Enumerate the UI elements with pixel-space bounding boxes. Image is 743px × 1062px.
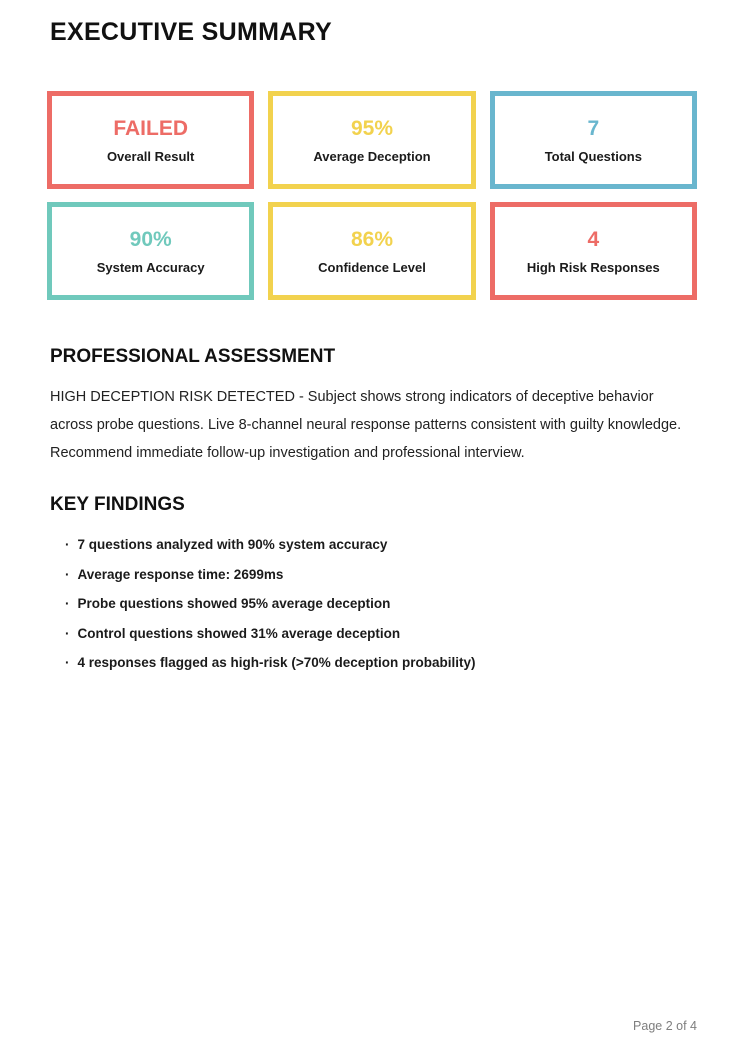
stat-card-system-accuracy bbox=[47, 202, 254, 300]
list-item bbox=[65, 537, 697, 554]
stat-value: 7 bbox=[587, 117, 600, 141]
stat-card-high-risk-responses bbox=[490, 202, 697, 300]
bullet-icon: · bbox=[65, 596, 70, 612]
report-page bbox=[0, 18, 743, 1062]
stat-label: High Risk Responses bbox=[526, 260, 660, 276]
stat-card-total-questions bbox=[490, 91, 697, 189]
stat-label: Overall Result bbox=[106, 149, 195, 165]
stat-value: 4 bbox=[587, 228, 600, 252]
list-item bbox=[65, 596, 697, 613]
section-heading-key-findings: KEY FINDINGS bbox=[50, 493, 185, 515]
list-item bbox=[65, 567, 697, 584]
list-item bbox=[65, 626, 697, 643]
list-item-text: 7 questions analyzed with 90% system accuracy bbox=[77, 537, 388, 553]
stat-value: FAILED bbox=[113, 117, 188, 141]
list-item-text: Probe questions showed 95% average deception bbox=[77, 596, 391, 612]
stat-cards-grid bbox=[47, 91, 697, 300]
key-findings-list bbox=[65, 537, 697, 671]
bullet-icon: · bbox=[65, 537, 70, 553]
list-item bbox=[65, 655, 697, 672]
stat-value: 90% bbox=[129, 228, 172, 252]
stat-card-overall-result bbox=[47, 91, 254, 189]
stat-label: Average Deception bbox=[313, 149, 431, 165]
list-item-text: Control questions showed 31% average deception bbox=[77, 625, 401, 641]
stat-label: Total Questions bbox=[544, 149, 642, 165]
stat-card-confidence-level bbox=[268, 202, 475, 300]
bullet-icon: · bbox=[65, 625, 70, 641]
page-number: Page 2 of 4 bbox=[633, 1019, 697, 1033]
list-item-text: 4 responses flagged as high-risk (>70% deception probability) bbox=[77, 654, 476, 670]
page-title: EXECUTIVE SUMMARY bbox=[50, 18, 332, 46]
stat-card-average-deception bbox=[268, 91, 475, 189]
assessment-paragraph: HIGH DECEPTION RISK DETECTED - Subject shows strong indicators of deceptive behavior across probe questions. Live 8-channel neural response patterns consistent with guilty knowledge. Recommend immediate follow-up investigation and professional interview. bbox=[50, 388, 682, 461]
stat-value: 95% bbox=[350, 117, 393, 141]
bullet-icon: · bbox=[65, 654, 70, 670]
stat-value: 86% bbox=[350, 228, 393, 252]
list-item-text: Average response time: 2699ms bbox=[77, 566, 284, 582]
bullet-icon: · bbox=[65, 566, 70, 582]
section-heading-professional-assessment: PROFESSIONAL ASSESSMENT bbox=[50, 345, 336, 367]
stat-label: Confidence Level bbox=[318, 260, 426, 276]
stat-label: System Accuracy bbox=[96, 260, 205, 276]
